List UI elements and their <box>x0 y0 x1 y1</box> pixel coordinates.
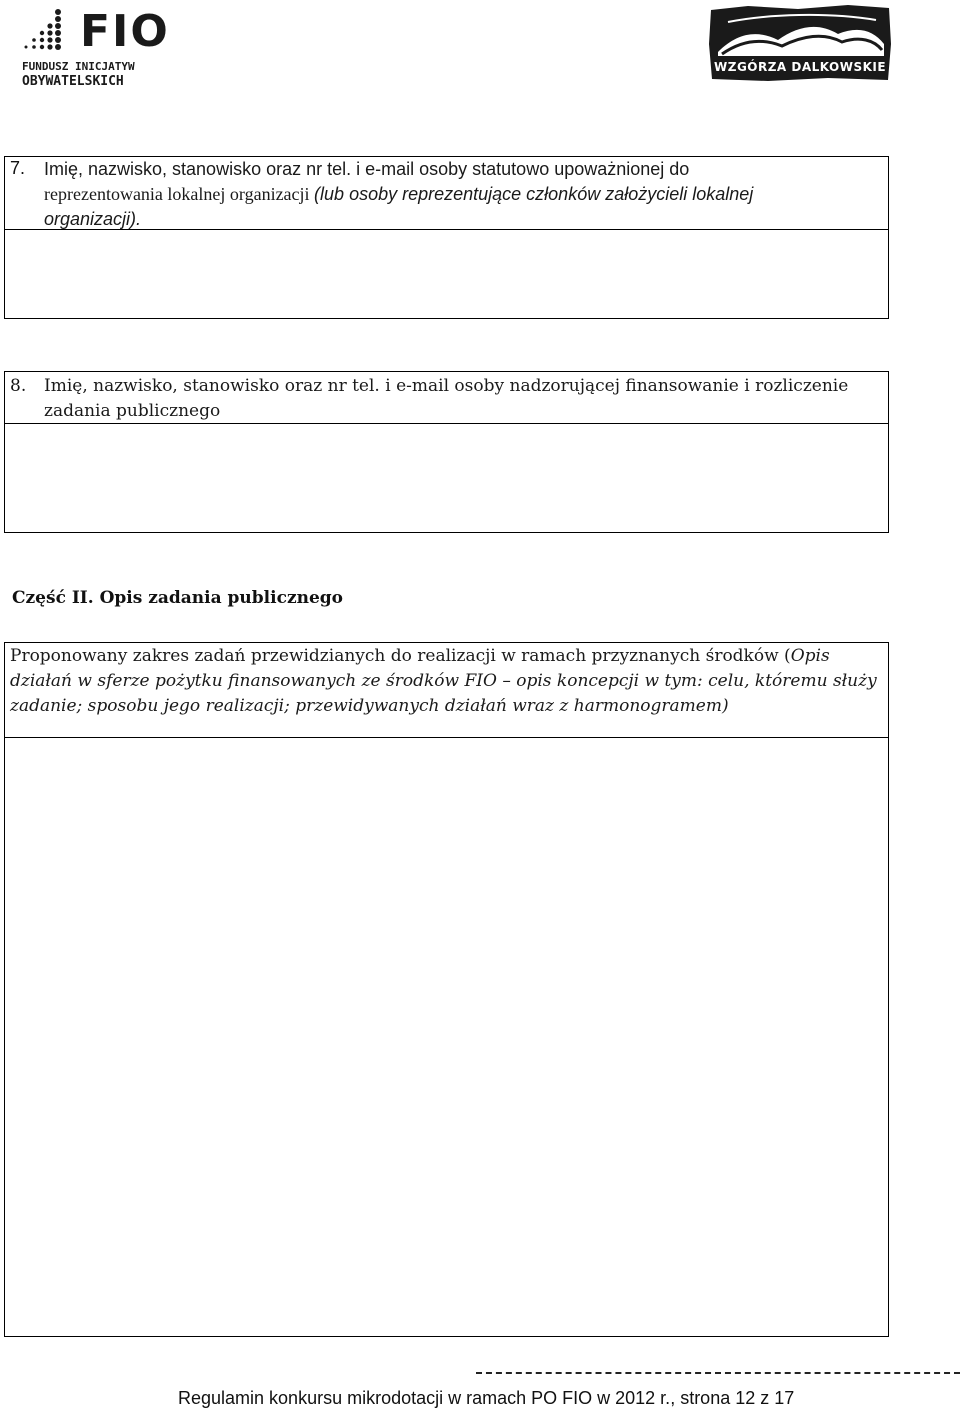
question-7-label <box>44 157 884 232</box>
fio-logo-word: FIO <box>80 6 170 57</box>
footer-divider <box>476 1372 960 1374</box>
fio-logo <box>20 8 180 88</box>
question-7-line2-plain: reprezentowania lokalnej organizacji <box>44 184 315 204</box>
question-8-line1: Imię, nazwisko, stanowisko oraz nr tel. i e-mail osoby nadzorującej finansowanie i rozliczenie <box>44 376 849 396</box>
question-7-number: 7. <box>10 158 26 178</box>
description-line2-italic: działań w sferze pożytku finansowanych ze środków FIO – opis koncepcji w tym: celu, któremu służy <box>10 671 877 691</box>
partner-logo-text: WZGÓRZA DALKOWSKIE <box>714 60 887 74</box>
question-7-line3-italic: organizacji). <box>44 209 142 229</box>
question-7-answer-field[interactable] <box>4 229 889 319</box>
section-title: Część II. Opis zadania publicznego <box>12 588 344 608</box>
description-line1-plain: Proponowany zakres zadań przewidzianych do realizacji w ramach przyznanych środków ( <box>10 646 791 666</box>
question-8-line2: zadania publicznego <box>44 401 221 421</box>
question-8-number: 8. <box>10 376 27 396</box>
question-7-line1: Imię, nazwisko, stanowisko oraz nr tel. i e-mail osoby statutowo upoważnionej do <box>44 159 690 179</box>
fio-logo-line1: FUNDUSZ INICJATYW <box>22 60 135 73</box>
footer-text: Regulamin konkursu mikrodotacji w ramach PO FIO w 2012 r., strona 12 z 17 <box>178 1388 795 1408</box>
dot-grid-icon <box>20 8 64 50</box>
section-description <box>10 644 886 719</box>
question-7-line2-italic: (lub osoby reprezentujące członków założycieli lokalnej <box>314 184 754 204</box>
description-line1-italic: Opis <box>790 646 830 666</box>
section-description-answer-field[interactable] <box>4 737 889 1337</box>
partner-logo <box>708 4 892 82</box>
question-8-label <box>44 374 884 424</box>
description-line3-italic: zadanie; sposobu jego realizacji; przewidywanych działań wraz z harmonogramem) <box>10 696 729 716</box>
fio-logo-line2: OBYWATELSKICH <box>22 74 124 89</box>
question-8-answer-field[interactable] <box>4 423 889 533</box>
